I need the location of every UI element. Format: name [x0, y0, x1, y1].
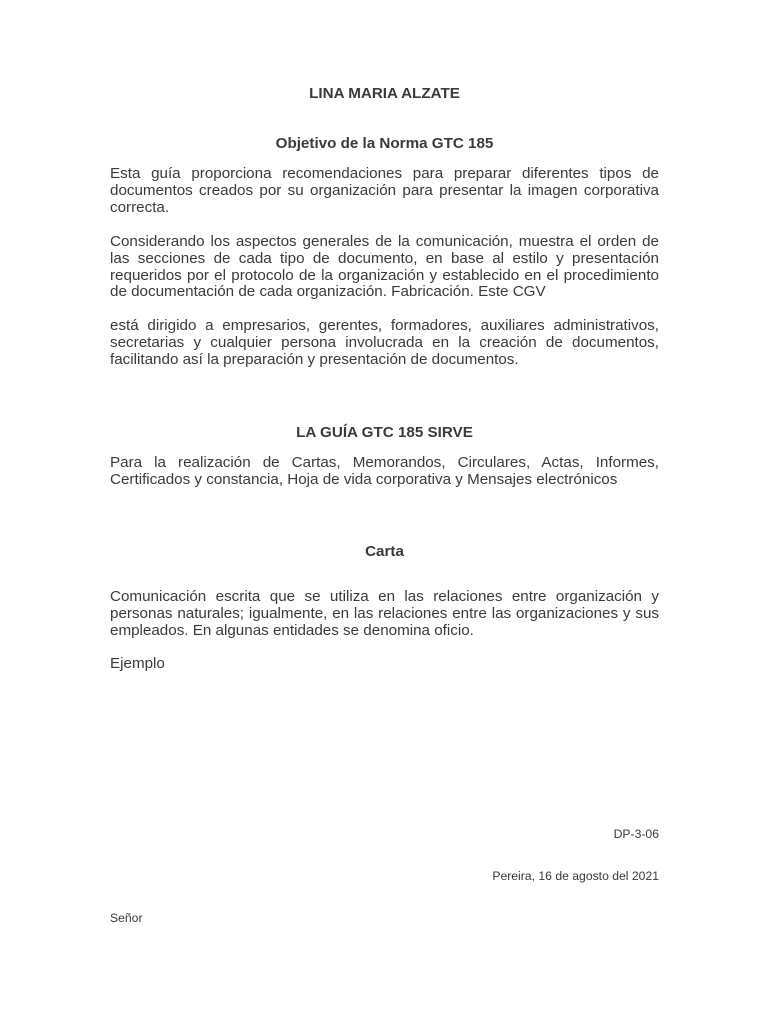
- objective-paragraph-1: Esta guía proporciona recomendaciones para preparar diferentes tipos de documentos creados por su organización para presentar la imagen corporativa correcta.: [110, 165, 659, 216]
- objective-paragraph-3: está dirigido a empresarios, gerentes, formadores, auxiliares administrativos, secretarias y cualquier persona involucrada en la creación de documentos, facilitando así la preparación y presentación de documentos.: [110, 317, 659, 368]
- example-label: Ejemplo: [110, 655, 165, 672]
- example-reference: DP-3-06: [613, 827, 659, 841]
- example-salutation: Señor: [110, 911, 143, 925]
- guide-paragraph: Para la realización de Cartas, Memorandos, Circulares, Actas, Informes, Certificados y constancia, Hoja de vida corporativa y Mensajes electrónicos: [110, 454, 659, 488]
- author-title: LINA MARIA ALZATE: [309, 85, 460, 102]
- letter-heading: Carta: [365, 543, 404, 560]
- letter-paragraph: Comunicación escrita que se utiliza en las relaciones entre organización y personas naturales; igualmente, en las relaciones entre las organizaciones y sus empleados. En algunas entidades se denomina oficio.: [110, 588, 659, 639]
- objective-paragraph-2: Considerando los aspectos generales de la comunicación, muestra el orden de las secciones de cada tipo de documento, en base al estilo y presentación requeridos por el protocolo de la organización y establecido en el procedimiento de documentación de cada organización. Fabricación. Este CGV: [110, 233, 659, 301]
- objective-heading: Objetivo de la Norma GTC 185: [275, 135, 494, 152]
- guide-heading: LA GUÍA GTC 185 SIRVE: [296, 424, 473, 441]
- example-date: Pereira, 16 de agosto del 2021: [492, 869, 659, 883]
